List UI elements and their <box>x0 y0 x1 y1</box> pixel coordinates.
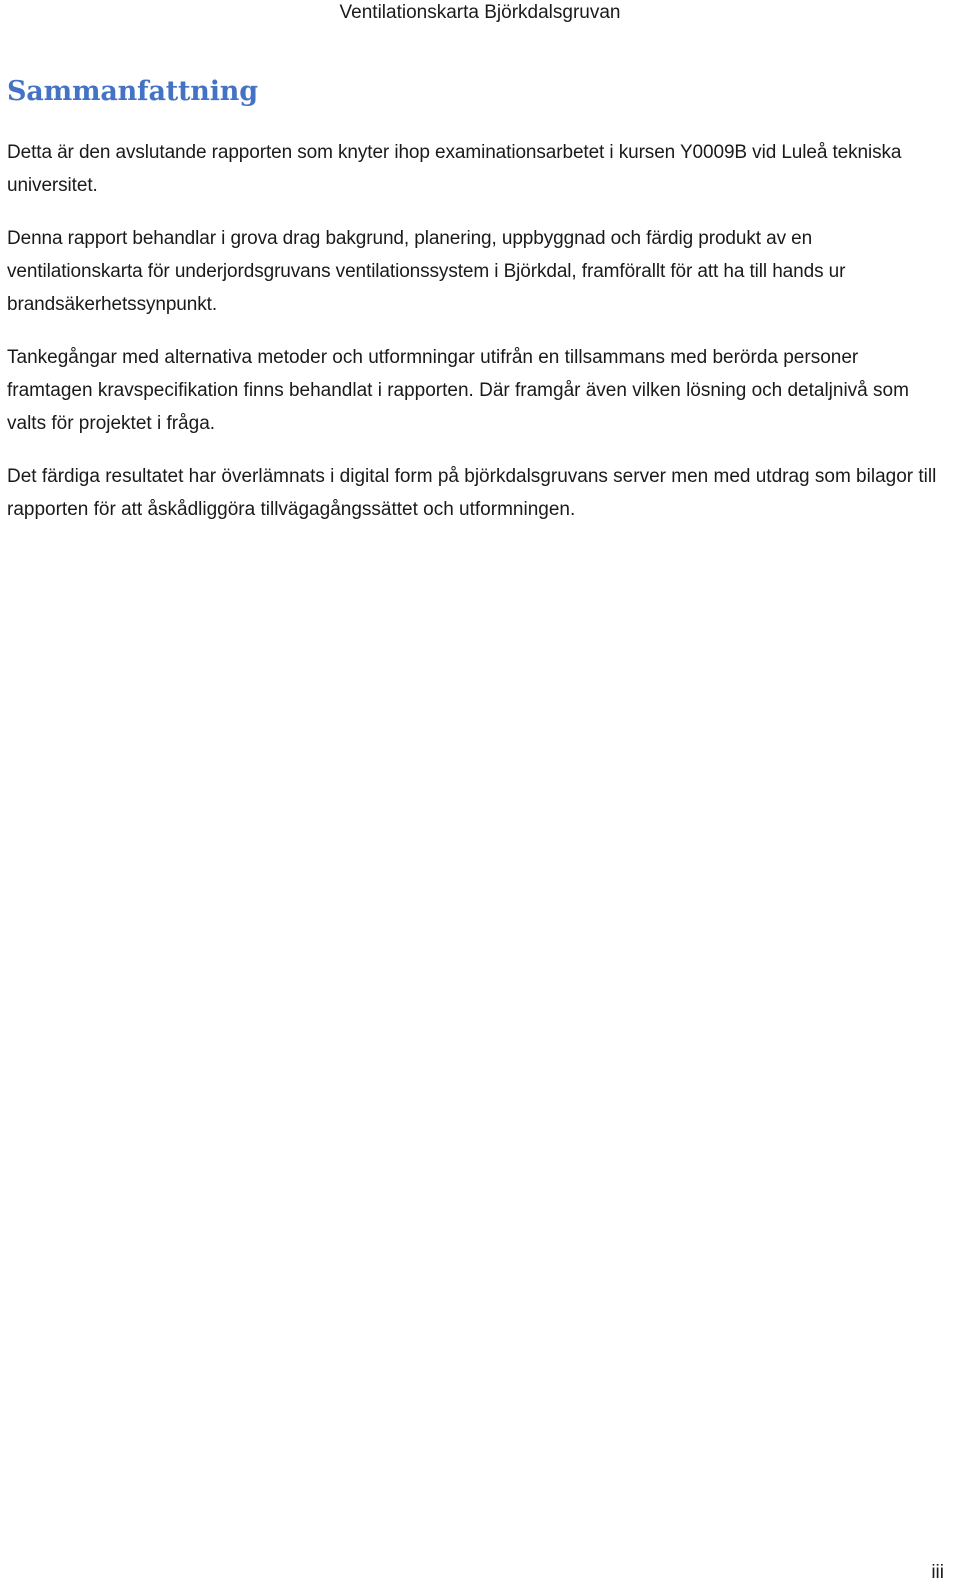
paragraph-4: Det färdiga resultatet har överlämnats i digital form på björkdalsgruvans server men med utdrag som bilagor till rapporten för att åskådliggöra tillvägagångssättet och utformningen. <box>7 466 937 520</box>
running-header: Ventilationskarta Björkdalsgruvan <box>339 2 621 23</box>
paragraph-spacer <box>7 440 947 460</box>
paragraph-1: Detta är den avslutande rapporten som knyter ihop examinationsarbetet i kursen Y0009B vid Luleå tekniska universitet. <box>7 142 902 196</box>
paragraph-2: Denna rapport behandlar i grova drag bakgrund, planering, uppbyggnad och färdig produkt av en ventilationskarta för underjordsgruvans ventilationssystem i Björkdal, framförallt för att ha till hands ur brandsäkerhetssynpunkt. <box>7 228 846 315</box>
section-heading: Sammanfattning <box>7 76 258 107</box>
paragraph-spacer <box>7 202 947 222</box>
paragraph-spacer <box>7 321 947 341</box>
page-number: iii <box>931 1562 944 1583</box>
document-body <box>7 74 947 526</box>
paragraph-3: Tankegångar med alternativa metoder och utformningar utifrån en tillsammans med berörda personer framtagen kravspecifikation finns behandlat i rapporten. Där framgår även vilken lösning och detaljnivå som valts för projektet i fråga. <box>7 347 909 434</box>
